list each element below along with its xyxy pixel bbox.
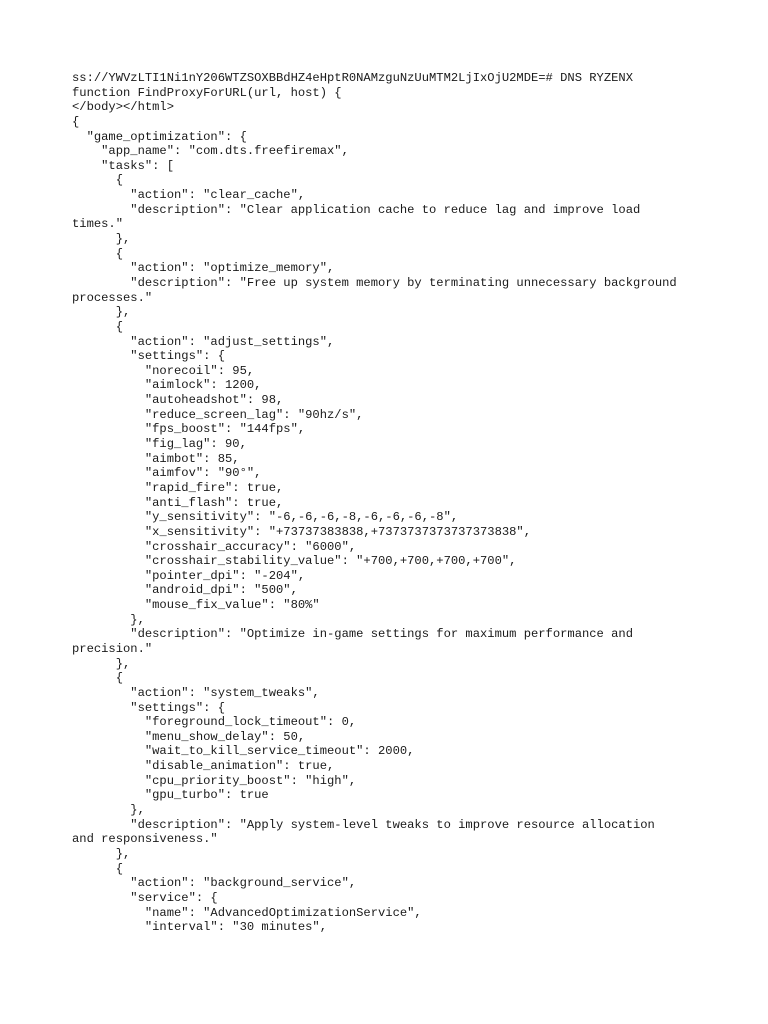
code-line: "wait_to_kill_service_timeout": 2000, — [72, 744, 415, 759]
code-line: "pointer_dpi": "-204", — [72, 568, 306, 583]
code-line: "game_optimization": { — [72, 129, 247, 144]
code-line: "fps_boost": "144fps", — [72, 422, 306, 437]
code-line: "menu_show_delay": 50, — [72, 729, 306, 744]
code-line: times." — [72, 217, 123, 232]
code-line: }, — [72, 846, 131, 861]
code-line: "aimlock": 1200, — [72, 378, 262, 393]
code-line: "aimbot": 85, — [72, 451, 240, 466]
code-line: }, — [72, 305, 131, 320]
code-line: "action": "background_service", — [72, 876, 357, 891]
code-line: "cpu_priority_boost": "high", — [72, 773, 357, 788]
code-line: "y_sensitivity": "-6,-6,-6,-8,-6,-6,-6,-8", — [72, 510, 459, 525]
code-line: "norecoil": 95, — [72, 363, 255, 378]
code-line: }, — [72, 803, 145, 818]
code-line: "fig_lag": 90, — [72, 437, 247, 452]
code-line: </body></html> — [72, 100, 174, 115]
code-line: { — [72, 861, 123, 876]
code-line: "description": "Optimize in-game settings for maximum performance and — [72, 627, 633, 642]
code-line: "interval": "30 minutes", — [72, 920, 327, 935]
code-line: "disable_animation": true, — [72, 759, 335, 774]
code-line: "rapid_fire": true, — [72, 480, 284, 495]
code-line: function FindProxyForURL(url, host) { — [72, 85, 342, 100]
code-line: "crosshair_stability_value": "+700,+700,+700,+700", — [72, 554, 517, 569]
code-line: "foreground_lock_timeout": 0, — [72, 715, 357, 730]
code-line: "description": "Clear application cache to reduce lag and improve load — [72, 202, 641, 217]
code-line: }, — [72, 612, 145, 627]
code-line: "crosshair_accuracy": "6000", — [72, 539, 357, 554]
code-line: { — [72, 114, 80, 129]
code-line: { — [72, 173, 123, 188]
code-line: "action": "optimize_memory", — [72, 261, 335, 276]
code-line: { — [72, 246, 123, 261]
code-line: "autoheadshot": 98, — [72, 393, 284, 408]
code-line: and responsiveness." — [72, 832, 218, 847]
code-line: "action": "system_tweaks", — [72, 685, 320, 700]
code-line: "settings": { — [72, 349, 225, 364]
code-line: "aimfov": "90°", — [72, 466, 262, 481]
code-line: "gpu_turbo": true — [72, 788, 269, 803]
code-line: }, — [72, 232, 131, 247]
code-line: "app_name": "com.dts.freefiremax", — [72, 144, 349, 159]
code-line: }, — [72, 656, 131, 671]
code-line: "x_sensitivity": "+73737383838,+7373737373737373838", — [72, 524, 531, 539]
code-line: "service": { — [72, 890, 218, 905]
code-line: { — [72, 319, 123, 334]
code-line: "mouse_fix_value": "80%" — [72, 598, 320, 613]
code-line: "action": "clear_cache", — [72, 188, 306, 203]
code-line: "android_dpi": "500", — [72, 583, 298, 598]
code-line: "settings": { — [72, 700, 225, 715]
code-line: processes." — [72, 290, 153, 305]
code-line: "anti_flash": true, — [72, 495, 284, 510]
code-line: "description": "Apply system-level tweaks to improve resource allocation — [72, 817, 655, 832]
code-line: "description": "Free up system memory by terminating unnecessary background — [72, 275, 677, 290]
code-line: { — [72, 671, 123, 686]
code-line: "tasks": [ — [72, 158, 174, 173]
code-line: precision." — [72, 641, 153, 656]
code-line: "action": "adjust_settings", — [72, 334, 335, 349]
code-line: ss://YWVzLTI1Ni1nY206WTZSOXBBdHZ4eHptR0NAMzguNzUuMTM2LjIxOjU2MDE=# DNS RYZENX — [72, 71, 633, 85]
code-line: "reduce_screen_lag": "90hz/s", — [72, 407, 364, 422]
code-line: "name": "AdvancedOptimizationService", — [72, 905, 422, 920]
code-text-block — [72, 71, 712, 935]
